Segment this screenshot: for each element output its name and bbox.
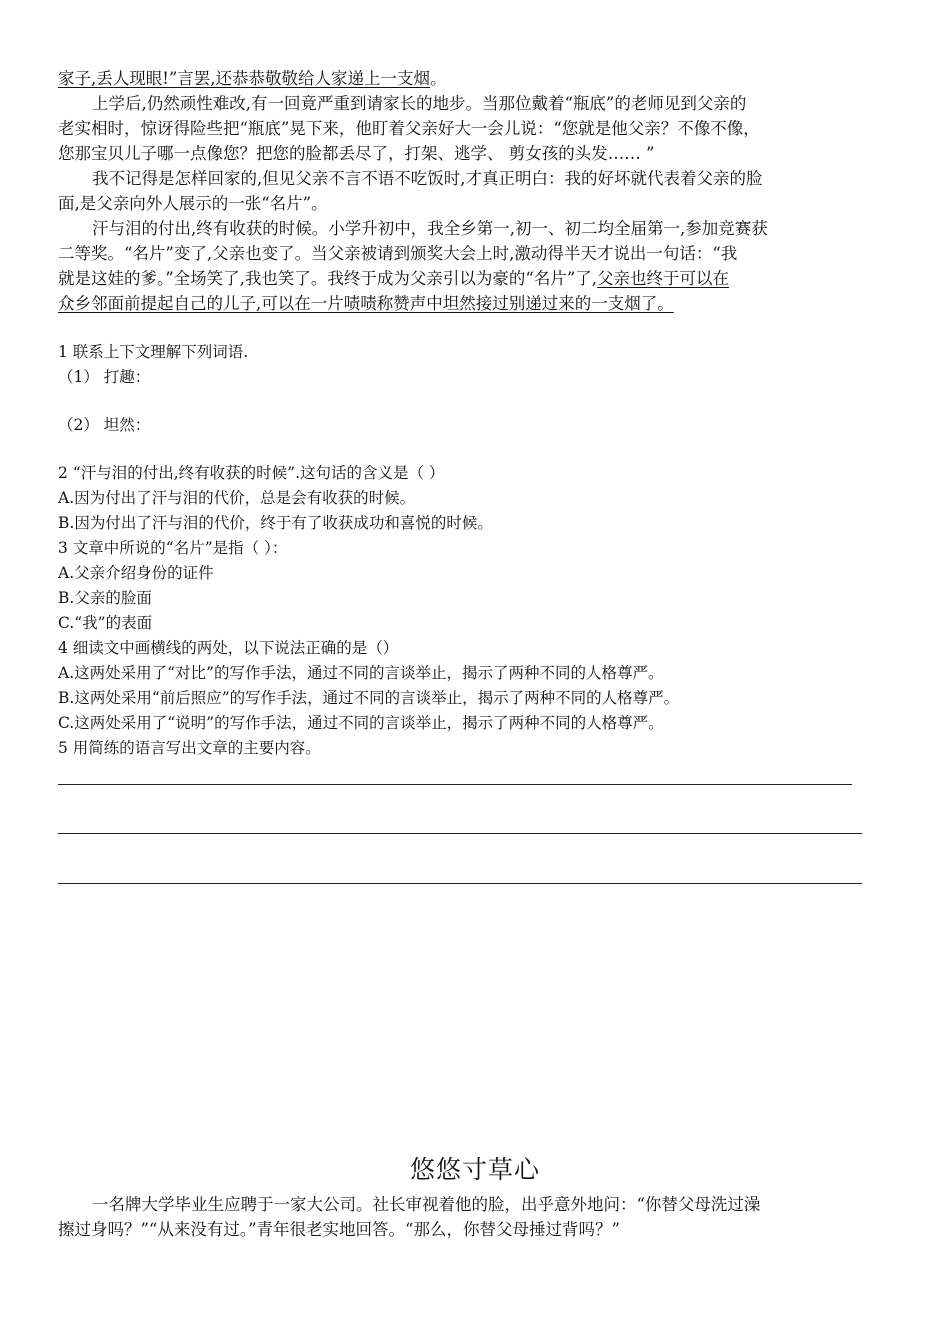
question-1: 1 联系上下文理解下列词语.	[58, 343, 249, 361]
passage-line: 我不记得是怎样回家的,但见父亲不言不语不吃饭时,才真正明白：我的好坏就代表着父亲的脸	[92, 169, 763, 188]
option-4c: C.这两处采用了“说明”的写作手法，通过不同的言谈举止，揭示了两种不同的人格尊严。	[58, 714, 664, 732]
answer-line-1[interactable]	[58, 784, 852, 785]
story-line: 擦过身吗？”“从来没有过。”青年很老实地回答。“那么，你替父母捶过背吗？”	[58, 1220, 620, 1239]
question-5: 5 用简练的语言写出文章的主要内容。	[58, 739, 321, 757]
passage-text: 就是这娃的爹。”全场笑了,我也笑了。我终于成为父亲引以为豪的“名片”了,	[58, 269, 598, 288]
worksheet-body	[58, 66, 898, 761]
question-1-2: （2） 坦然：	[58, 416, 151, 434]
option-2b: B.因为付出了汗与泪的代价，终于有了收获成功和喜悦的时候。	[58, 514, 493, 532]
story-title: 悠悠寸草心	[409, 1155, 540, 1184]
answer-line-2[interactable]	[58, 833, 862, 834]
option-2a: A.因为付出了汗与泪的代价，总是会有收获的时候。	[58, 489, 416, 507]
option-4b: B.这两处采用“前后照应”的写作手法，通过不同的言谈举止，揭示了两种不同的人格尊严。	[58, 689, 680, 707]
option-3b: B.父亲的脸面	[58, 589, 152, 607]
passage-line: 老实相时，惊讶得险些把“瓶底”晃下来，他盯着父亲好大一会儿说：“您就是他父亲？不像不像，	[58, 119, 760, 138]
question-1-1: （1） 打趣：	[58, 368, 151, 386]
question-2: 2 “汗与泪的付出,终有收获的时候”.这句话的含义是（ ）	[58, 464, 445, 482]
question-4: 4 细读文中画横线的两处，以下说法正确的是（）	[58, 639, 399, 657]
passage-line: 二等奖。“名片”变了,父亲也变了。当父亲被请到颁奖大会上时,激动得半天才说出一句话：“我	[58, 244, 738, 263]
option-3c: C.“我”的表面	[58, 614, 153, 632]
passage-text: 。	[430, 69, 447, 88]
option-3a: A.父亲介绍身份的证件	[58, 564, 214, 582]
underlined-sentence-1: 家子,丢人现眼!”言罢,还恭恭敬敬给人家递上一支烟	[58, 69, 431, 88]
story-body	[58, 1192, 898, 1242]
answer-line-3[interactable]	[58, 883, 862, 884]
passage-line: 面,是父亲向外人展示的一张“名片”。	[58, 194, 328, 213]
passage-line	[58, 291, 898, 316]
passage-line	[58, 266, 898, 291]
underlined-sentence-2: 父亲也终于可以在	[597, 269, 730, 288]
passage-line: 上学后,仍然顽性难改,有一回竟严重到请家长的地步。当那位戴着“瓶底”的老师见到父亲的	[92, 94, 747, 113]
passage-line	[58, 66, 898, 91]
passage-line: 您那宝贝儿子哪一点像您？把您的脸都丢尽了，打架、逃学、 剪女孩的头发…… ”	[58, 144, 655, 163]
option-4a: A.这两处采用了“对比”的写作手法，通过不同的言谈举止，揭示了两种不同的人格尊严。	[58, 664, 664, 682]
question-3: 3 文章中所说的“名片”是指（ ）：	[58, 539, 288, 557]
story-line: 一名牌大学毕业生应聘于一家大公司。社长审视着他的脸，出乎意外地问：“你替父母洗过澡	[92, 1195, 761, 1214]
underlined-sentence-2-cont: 众乡邻面前提起自己的儿子,可以在一片啧啧称赞声中坦然接过别递过来的一支烟了。	[58, 294, 674, 313]
passage-line: 汗与泪的付出,终有收获的时候。小学升初中，我全乡第一,初一、初二均全届第一,参加竞赛获	[92, 219, 768, 238]
